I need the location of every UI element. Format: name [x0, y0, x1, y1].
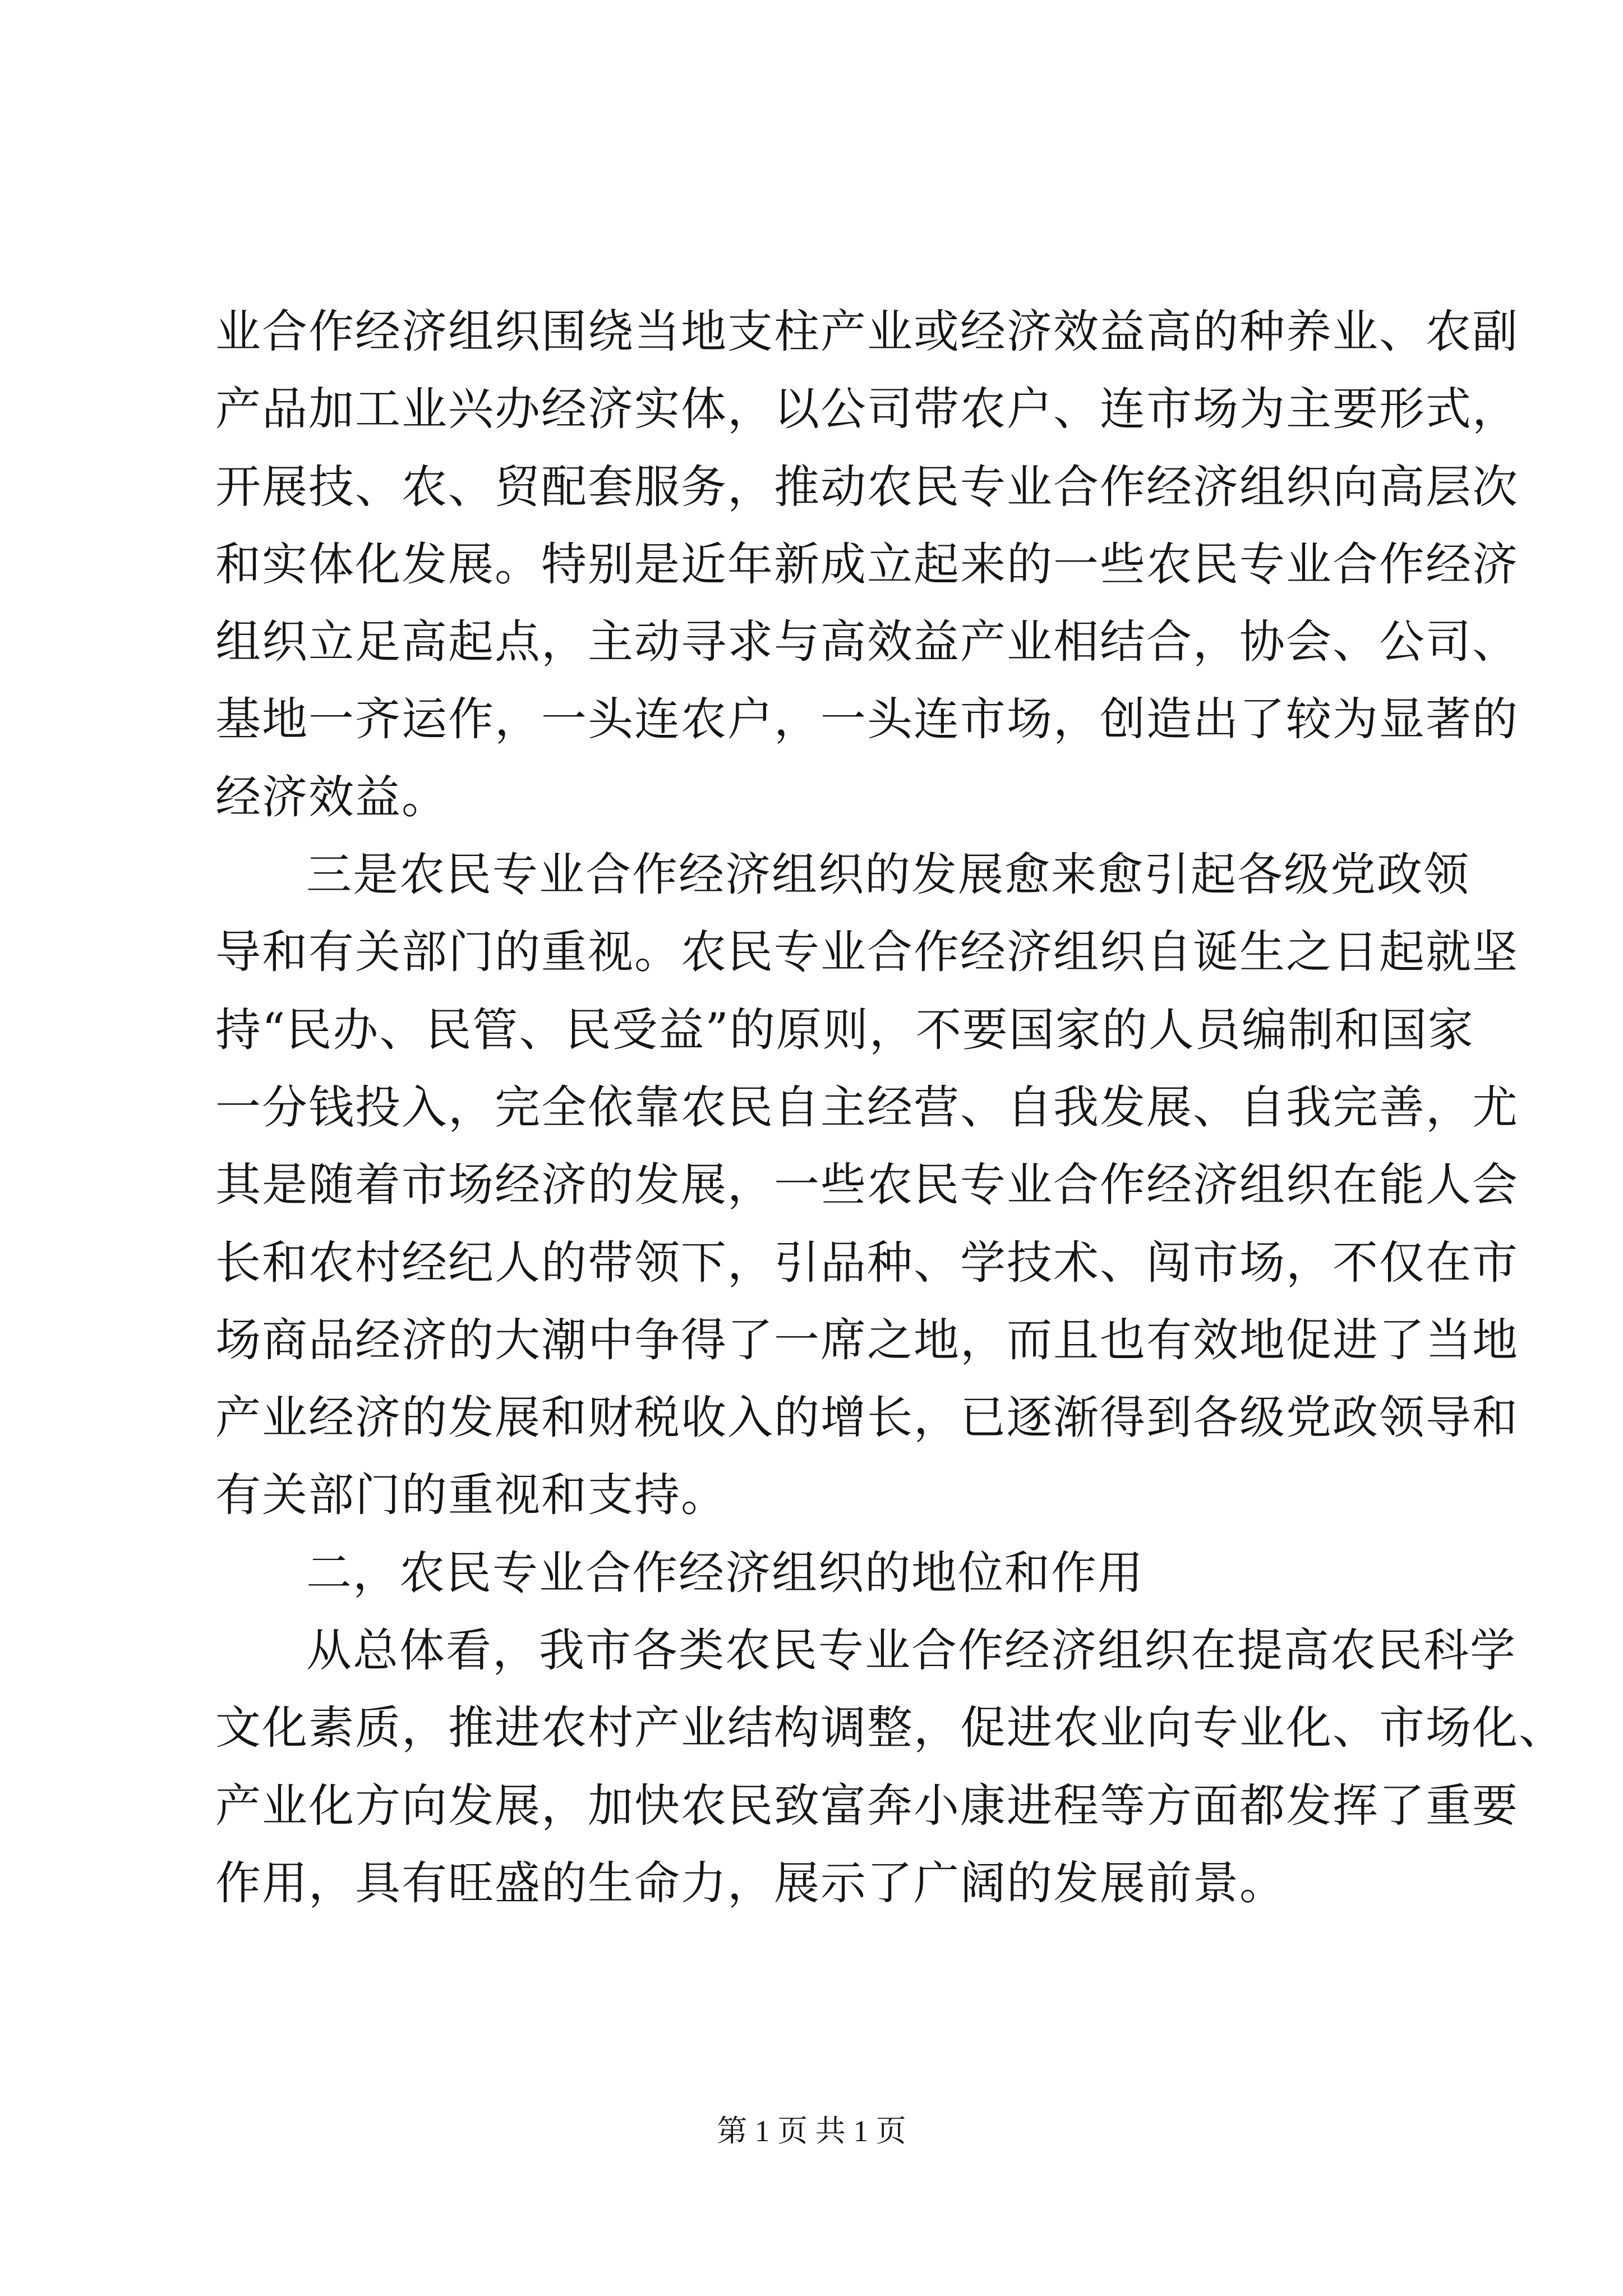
paragraph-2-line-2: 导和有关部门的重视。农民专业合作经济组织自诞生之日起就坚: [215, 926, 1519, 979]
section-heading: 二，农民专业合作经济组织的地位和作用: [306, 1547, 1145, 1600]
paragraph-3-line-1: 从总体看，我市各类农民专业合作经济组织在提高农民科学: [306, 1625, 1517, 1677]
paragraph-2-line-8: 产业经济的发展和财税收入的增长，已逐渐得到各级党政领导和: [215, 1392, 1519, 1444]
paragraph-1-line-7: 经济效益。: [215, 771, 449, 824]
paragraph-3-line-2: 文化素质，推进农村产业结构调整，促进农业向专业化、市场化、: [215, 1702, 1566, 1755]
paragraph-2-line-1: 三是农民专业合作经济组织的发展愈来愈引起各级党政领: [306, 849, 1470, 901]
paragraph-1-line-6: 基地一齐运作，一头连农户，一头连市场，创造出了较为显著的: [215, 693, 1519, 746]
page-footer: 第 1 页 共 1 页: [717, 2114, 906, 2148]
paragraph-2-line-5: 其是随着市场经济的发展，一些农民专业合作经济组织在能人会: [215, 1159, 1519, 1212]
paragraph-3-line-3: 产业化方向发展，加快农民致富奔小康进程等方面都发挥了重要: [215, 1780, 1519, 1833]
paragraph-2-line-6: 长和农村经纪人的带领下，引品种、学技术、闯市场，不仅在市: [215, 1237, 1519, 1290]
paragraph-1-line-2: 产品加工业兴办经济实体，以公司带农户、连市场为主要形式，: [215, 383, 1519, 436]
paragraph-3-line-4: 作用，具有旺盛的生命力，展示了广阔的发展前景。: [215, 1857, 1287, 1910]
paragraph-1-line-4: 和实体化发展。特别是近年新成立起来的一些农民专业合作经济: [215, 539, 1519, 591]
paragraph-2-line-9: 有关部门的重视和支持。: [215, 1469, 728, 1522]
paragraph-2-line-7: 场商品经济的大潮中争得了一席之地，而且也有效地促进了当地: [215, 1314, 1519, 1367]
paragraph-1-line-1: 业合作经济组织围绕当地支柱产业或经济效益高的种养业、农副: [215, 306, 1519, 358]
paragraph-2-line-4: 一分钱投入，完全依靠农民自主经营、自我发展、自我完善，尤: [215, 1082, 1519, 1134]
paragraph-2-line-3: 持“民办、民管、民受益”的原则，不要国家的人员编制和国家: [215, 1004, 1474, 1057]
paragraph-1-line-5: 组织立足高起点，主动寻求与高效益产业相结合，协会、公司、: [215, 616, 1519, 669]
paragraph-1-line-3: 开展技、农、贸配套服务，推动农民专业合作经济组织向高层次: [215, 461, 1519, 514]
